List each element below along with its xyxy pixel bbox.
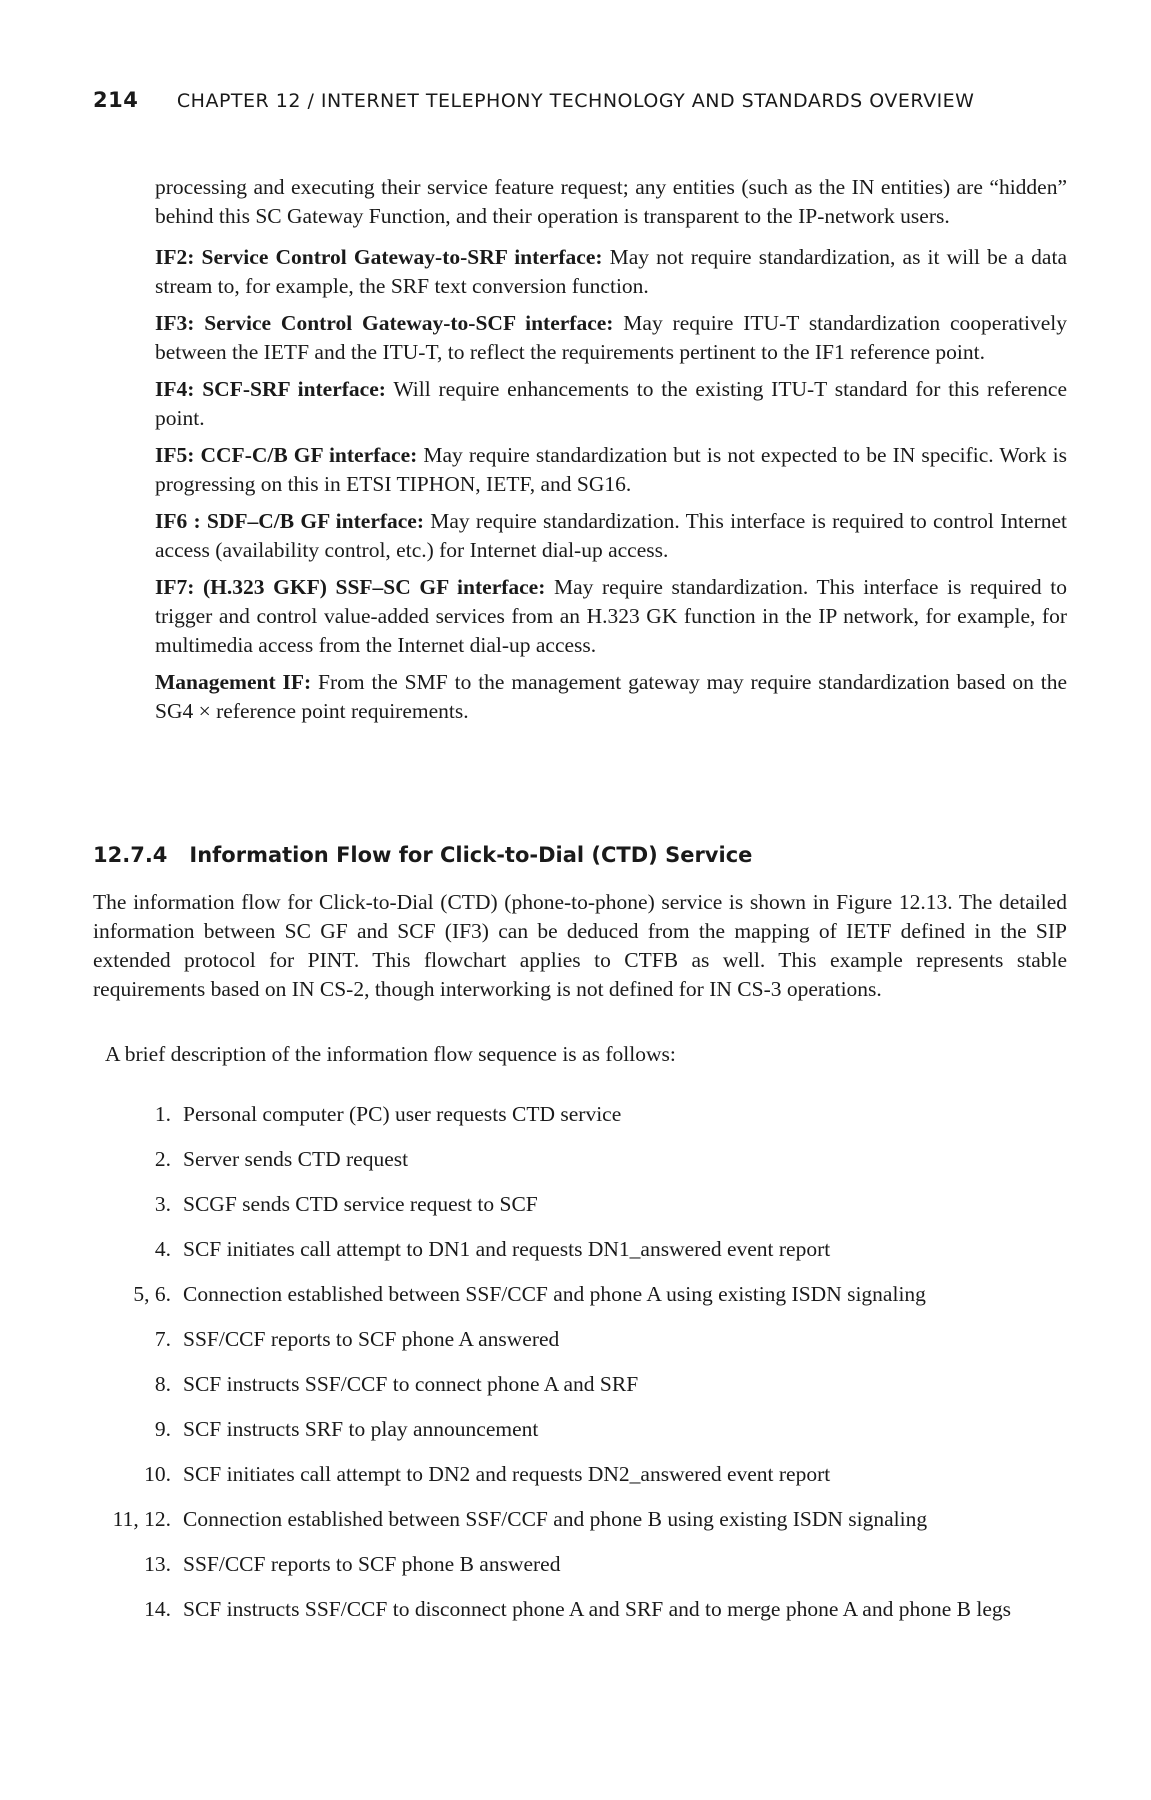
intro-paragraph: processing and executing their service feature request; any entities (such as the IN entities) are “hidden” behind this SC Gateway Function, and their operation is transparent to the IP-network users. <box>155 175 1067 228</box>
interface-item-if2 <box>155 243 1067 301</box>
step-number: 9. <box>154 1417 171 1441</box>
interface-description: From the SMF to the management gateway may require standardization based on the SG4 × reference point requirements. <box>155 670 1067 723</box>
step-number: 2. <box>154 1147 171 1171</box>
chapter-title: CHAPTER 12 / INTERNET TELEPHONY TECHNOLOGY AND STANDARDS OVERVIEW <box>176 90 975 112</box>
step-text: SSF/CCF reports to SCF phone B answered <box>183 1552 561 1576</box>
list-item <box>93 1595 1067 1624</box>
running-head <box>93 88 1083 112</box>
step-number: 14. <box>144 1597 171 1621</box>
step-number: 7. <box>154 1327 171 1351</box>
step-text: Connection established between SSF/CCF and phone A using existing ISDN signaling <box>183 1282 926 1306</box>
step-number: 10. <box>144 1462 171 1486</box>
step-text: SCF initiates call attempt to DN2 and requests DN2_answered event report <box>183 1462 831 1486</box>
interface-term: IF2: Service Control Gateway-to-SRF interface: <box>155 245 603 269</box>
list-item <box>93 1280 1067 1309</box>
list-item <box>93 1145 1067 1174</box>
interface-description: May not require standardization, as it will be a data stream to, for example, the SRF text conversion function. <box>155 245 1067 298</box>
section-number: 12.7.4 <box>93 843 168 867</box>
interface-list <box>155 243 1067 734</box>
step-number: 11, 12. <box>112 1507 171 1531</box>
list-item <box>93 1370 1067 1399</box>
interface-item-management <box>155 668 1067 726</box>
interface-item-if6 <box>155 507 1067 565</box>
step-text: Personal computer (PC) user requests CTD service <box>183 1102 622 1126</box>
flow-step-list <box>93 1100 1067 1640</box>
step-text: SSF/CCF reports to SCF phone A answered <box>183 1327 560 1351</box>
interface-description: May require ITU-T standardization cooperatively between the IETF and the ITU-T, to reflect the requirements pertinent to the IF1 reference point. <box>155 311 1067 364</box>
list-item <box>93 1100 1067 1129</box>
list-item <box>93 1505 1067 1534</box>
page-number: 214 <box>93 88 139 112</box>
list-item <box>93 1190 1067 1219</box>
interface-term: IF3: Service Control Gateway-to-SCF interface: <box>155 311 614 335</box>
interface-term: IF7: (H.323 GKF) SSF–SC GF interface: <box>155 575 546 599</box>
step-text: Server sends CTD request <box>183 1147 409 1171</box>
interface-description: Will require enhancements to the existing ITU-T standard for this reference point. <box>155 377 1067 430</box>
interface-description: May require standardization. This interface is required to control Internet access (availability control, etc.) for Internet dial-up access. <box>155 509 1067 562</box>
interface-item-if3 <box>155 309 1067 367</box>
interface-term: IF6 : SDF–C/B GF interface: <box>155 509 425 533</box>
section-heading <box>93 843 1083 867</box>
step-text: SCF instructs SRF to play announcement <box>183 1417 539 1441</box>
step-text: SCF instructs SSF/CCF to disconnect phone A and SRF and to merge phone A and phone B legs <box>183 1597 1011 1621</box>
list-item <box>93 1550 1067 1579</box>
step-text: SCGF sends CTD service request to SCF <box>183 1192 538 1216</box>
section-title: Information Flow for Click-to-Dial (CTD) Service <box>189 843 753 867</box>
list-item <box>93 1235 1067 1264</box>
list-item <box>93 1460 1067 1489</box>
step-number: 8. <box>154 1372 171 1396</box>
step-number: 13. <box>144 1552 171 1576</box>
step-number: 3. <box>154 1192 171 1216</box>
section-paragraph-intro-list: A brief description of the information flow sequence is as follows: <box>105 1042 676 1066</box>
interface-item-if5 <box>155 441 1067 499</box>
interface-item-if7 <box>155 573 1067 660</box>
step-number: 4. <box>154 1237 171 1261</box>
step-number: 1. <box>154 1102 171 1126</box>
list-item <box>93 1415 1067 1444</box>
step-text: Connection established between SSF/CCF and phone B using existing ISDN signaling <box>183 1507 928 1531</box>
section-paragraph: The information flow for Click-to-Dial (CTD) (phone-to-phone) service is shown in Figure 12.13. The detailed information between SC GF and SCF (IF3) can be deduced from the mapping of IETF defined in the SIP extended protocol for PINT. This flowchart applies to CTFB as well. This example represents stable requirements based on IN CS-2, though interworking is not defined for IN CS-3 operations. <box>93 890 1067 1001</box>
interface-term: IF4: SCF-SRF interface: <box>155 377 386 401</box>
interface-term: Management IF: <box>155 670 312 694</box>
interface-term: IF5: CCF-C/B GF interface: <box>155 443 418 467</box>
step-text: SCF initiates call attempt to DN1 and requests DN1_answered event report <box>183 1237 831 1261</box>
interface-item-if4 <box>155 375 1067 433</box>
interface-description: May require standardization but is not expected to be IN specific. Work is progressing on this in ETSI TIPHON, IETF, and SG16. <box>155 443 1067 496</box>
list-item <box>93 1325 1067 1354</box>
interface-description: May require standardization. This interface is required to trigger and control value-added services from an H.323 GK function in the IP network, for example, for multimedia access from the Internet dial-up access. <box>155 575 1068 657</box>
step-text: SCF instructs SSF/CCF to connect phone A and SRF <box>183 1372 639 1396</box>
step-number: 5, 6. <box>133 1282 171 1306</box>
